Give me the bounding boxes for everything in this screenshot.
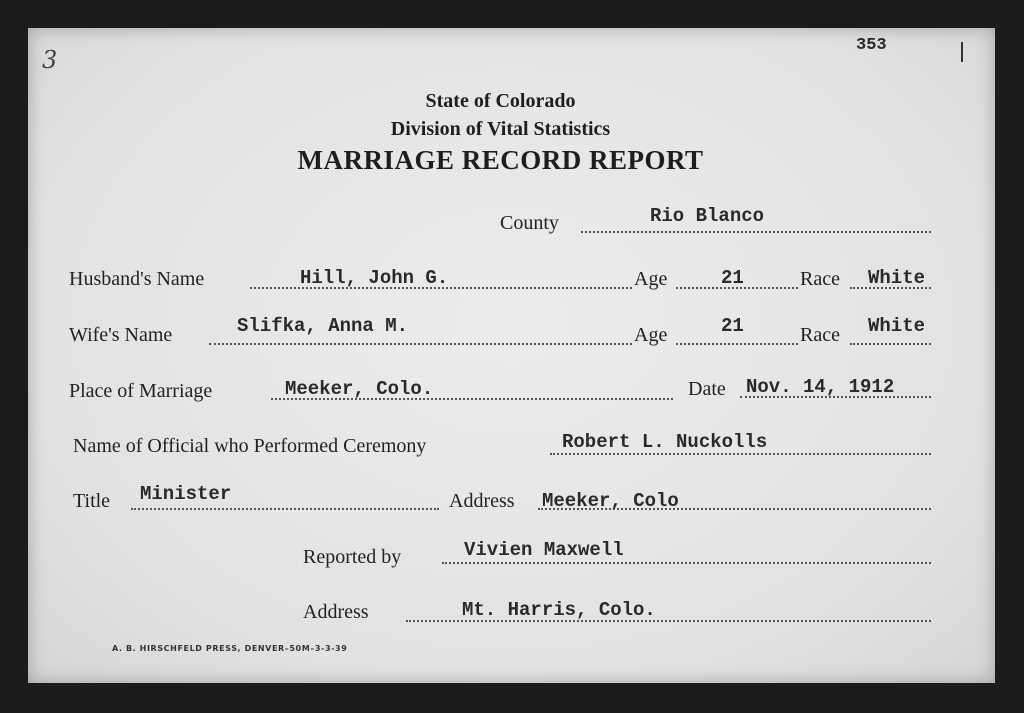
marriage-record-card — [28, 28, 995, 683]
wife-name-value: Slifka, Anna M. — [237, 315, 409, 337]
county-label: County — [500, 212, 559, 234]
husband-race-label: Race — [800, 268, 840, 290]
wife-age-line — [676, 343, 798, 345]
header-division: Division of Vital Statistics — [390, 118, 611, 140]
date-value: Nov. 14, 1912 — [746, 376, 895, 398]
official-name-label: Name of Official who Performed Ceremony — [73, 435, 427, 457]
reporter-address-value: Mt. Harris, Colo. — [462, 599, 656, 621]
husband-age-label: Age — [634, 268, 668, 290]
wife-name-line — [209, 343, 632, 345]
page-title: MARRIAGE RECORD REPORT — [297, 145, 704, 175]
official-address-value: Meeker, Colo — [542, 490, 679, 512]
title-line — [131, 508, 439, 510]
corner-handwritten-mark: 3 — [42, 46, 58, 74]
place-of-marriage-label: Place of Marriage — [69, 380, 213, 402]
husband-name-value: Hill, John G. — [300, 267, 449, 289]
official-name-line — [550, 453, 931, 455]
county-value: Rio Blanco — [650, 205, 765, 227]
wife-age-label: Age — [634, 324, 668, 346]
official-name-value: Robert L. Nuckolls — [562, 431, 768, 453]
wife-name-label: Wife's Name — [69, 324, 173, 346]
wife-race-value: White — [868, 315, 926, 337]
reported-by-line — [442, 562, 931, 564]
corner-tick-mark — [961, 42, 963, 62]
official-address-label: Address — [449, 490, 515, 512]
place-of-marriage-value: Meeker, Colo. — [285, 378, 434, 400]
wife-age-value: 21 — [721, 315, 744, 337]
header-state: State of Colorado — [425, 90, 576, 112]
husband-name-label: Husband's Name — [69, 268, 205, 290]
husband-age-value: 21 — [721, 267, 744, 289]
county-line — [581, 231, 931, 233]
wife-race-label: Race — [800, 324, 840, 346]
title-value: Minister — [140, 483, 232, 505]
title-label: Title — [73, 490, 111, 512]
reported-by-value: Vivien Maxwell — [464, 539, 624, 561]
reporter-address-label: Address — [303, 601, 369, 623]
printer-imprint: A. B. HIRSCHFELD PRESS, DENVER–50M–3-3-39 — [112, 644, 348, 653]
page-number: 353 — [856, 36, 887, 55]
husband-race-value: White — [868, 267, 926, 289]
wife-race-line — [850, 343, 931, 345]
reported-by-label: Reported by — [303, 546, 402, 568]
date-label: Date — [688, 378, 726, 400]
